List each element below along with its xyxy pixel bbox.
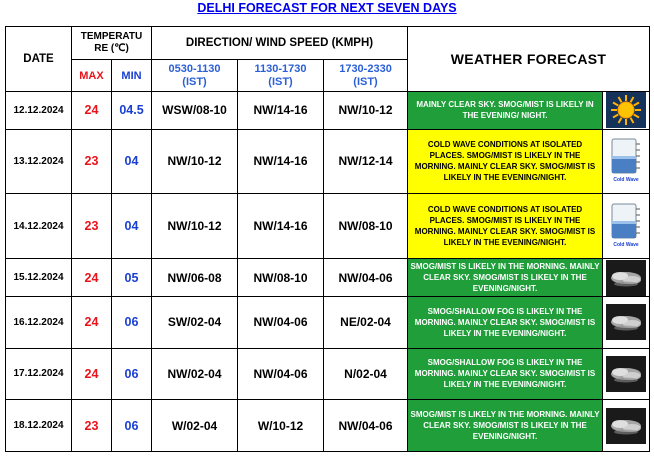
weather-icon-cell [603,129,650,194]
min-temp-cell: 04 [112,194,152,259]
max-temp-cell: 24 [72,92,112,130]
slot2-header [238,60,324,92]
min-header: MIN [112,60,152,92]
slot1-header [152,60,238,92]
min-temp-cell: 06 [112,296,152,348]
wind-slot3-cell: NE/02-04 [324,296,408,348]
table-row [6,129,650,194]
mist-icon [606,260,646,296]
max-temp-cell: 24 [72,296,112,348]
fog-icon [606,356,646,392]
slot2-header-zone: (IST) [268,75,293,88]
wind-slot2-cell: W/10-12 [238,400,324,452]
slot3-header-time: 1730-2330 [339,62,392,75]
forecast-table [5,26,650,452]
table-row [6,296,650,348]
date-cell: 18.12.2024 [6,400,72,452]
table-row [6,400,650,452]
table-row [6,348,650,400]
min-temp-cell: 04 [112,129,152,194]
forecast-text: COLD WAVE CONDITIONS AT ISOLATED PLACES. SMOG/MIST IS LIKELY IN THE MORNING. MAINLY CLEAR SKY. SMOG/MIST IS LIKELY IN THE EVENING/NIGHT. [414,205,596,248]
weather-icon-cell [603,259,650,297]
temperature-header-line2: RE (℃) [94,43,129,54]
slot1-header-time: 0530-1130 [168,62,221,75]
wind-header: DIRECTION/ WIND SPEED (KMPH) [152,27,408,60]
wind-slot2-cell: NW/04-06 [238,348,324,400]
wind-slot1-cell: NW/02-04 [152,348,238,400]
temperature-header-line1: TEMPERATU [80,31,143,42]
wind-slot3-cell: NW/04-06 [324,259,408,297]
date-cell: 17.12.2024 [6,348,72,400]
wind-slot2-cell: NW/04-06 [238,296,324,348]
forecast-text: COLD WAVE CONDITIONS AT ISOLATED PLACES. SMOG/MIST IS LIKELY IN THE MORNING. MAINLY CLEAR SKY. SMOG/MIST IS LIKELY IN THE EVENING/NIGHT. [414,140,596,183]
forecast-text-cell [408,194,603,259]
weather-icon-cell [603,194,650,259]
max-header: MAX [72,60,112,92]
forecast-text: SMOG/SHALLOW FOG IS LIKELY IN THE MORNING. MAINLY CLEAR SKY. SMOG/MIST IS LIKELY IN THE EVENING/NIGHT. [414,306,596,338]
wind-slot1-cell: NW/10-12 [152,129,238,194]
page-title: DELHI FORECAST FOR NEXT SEVEN DAYS [197,1,457,15]
date-cell: 12.12.2024 [6,92,72,130]
date-header: DATE [6,27,72,92]
wind-slot1-cell: W/02-04 [152,400,238,452]
wind-slot1-cell: NW/06-08 [152,259,238,297]
wind-slot1-cell: SW/02-04 [152,296,238,348]
weather-icon-cell [603,348,650,400]
weather-icon-cell [603,400,650,452]
wind-slot2-cell: NW/14-16 [238,129,324,194]
slot3-header [324,60,408,92]
forecast-text: SMOG/MIST IS LIKELY IN THE MORNING. MAINLY CLEAR SKY. SMOG/MIST IS LIKELY IN THE EVENING/NIGHT. [410,262,600,294]
min-temp-cell: 04.5 [112,92,152,130]
forecast-text-cell [408,129,603,194]
weather-icon-cell [603,92,650,130]
min-temp-cell: 05 [112,259,152,297]
icon-caption: Cold Wave [613,242,639,249]
max-temp-cell: 23 [72,194,112,259]
fog-icon [606,304,646,340]
table-row [6,259,650,297]
wind-slot3-cell: N/02-04 [324,348,408,400]
forecast-text-cell [408,348,603,400]
forecast-text-cell [408,92,603,130]
wind-slot2-cell: NW/08-10 [238,259,324,297]
slot1-header-zone: (IST) [182,75,207,88]
sun-icon [606,92,646,128]
wind-slot2-cell: NW/14-16 [238,92,324,130]
date-cell: 14.12.2024 [6,194,72,259]
forecast-text-cell [408,400,603,452]
weather-icon-cell [603,296,650,348]
temperature-header [72,27,152,60]
date-cell: 15.12.2024 [6,259,72,297]
max-temp-cell: 23 [72,400,112,452]
icon-caption: Cold Wave [613,177,639,184]
wind-slot3-cell: NW/04-06 [324,400,408,452]
wind-slot3-cell: NW/12-14 [324,129,408,194]
cold-wave-icon [606,201,646,251]
forecast-text-cell [408,259,603,297]
forecast-text: SMOG/SHALLOW FOG IS LIKELY IN THE MORNING. MAINLY CLEAR SKY. SMOG/MIST IS LIKELY IN THE EVENING/NIGHT. [414,358,596,390]
table-row [6,194,650,259]
forecast-text: SMOG/MIST IS LIKELY IN THE MORNING. MAINLY CLEAR SKY. SMOG/MIST IS LIKELY IN THE EVENING/NIGHT. [410,410,600,442]
min-temp-cell: 06 [112,400,152,452]
max-temp-cell: 24 [72,348,112,400]
weather-forecast-header: WEATHER FORECAST [408,27,650,92]
cold-wave-icon [606,136,646,186]
date-cell: 16.12.2024 [6,296,72,348]
wind-slot3-cell: NW/10-12 [324,92,408,130]
wind-slot2-cell: NW/14-16 [238,194,324,259]
forecast-text-cell [408,296,603,348]
slot2-header-time: 1130-1730 [254,62,307,75]
wind-slot1-cell: WSW/08-10 [152,92,238,130]
max-temp-cell: 24 [72,259,112,297]
table-row [6,92,650,130]
forecast-text: MAINLY CLEAR SKY. SMOG/MIST IS LIKELY IN THE EVENING/ NIGHT. [416,100,594,121]
date-cell: 13.12.2024 [6,129,72,194]
slot3-header-zone: (IST) [353,75,378,88]
min-temp-cell: 06 [112,348,152,400]
mist-icon [606,408,646,444]
max-temp-cell: 23 [72,129,112,194]
wind-slot3-cell: NW/08-10 [324,194,408,259]
wind-slot1-cell: NW/10-12 [152,194,238,259]
